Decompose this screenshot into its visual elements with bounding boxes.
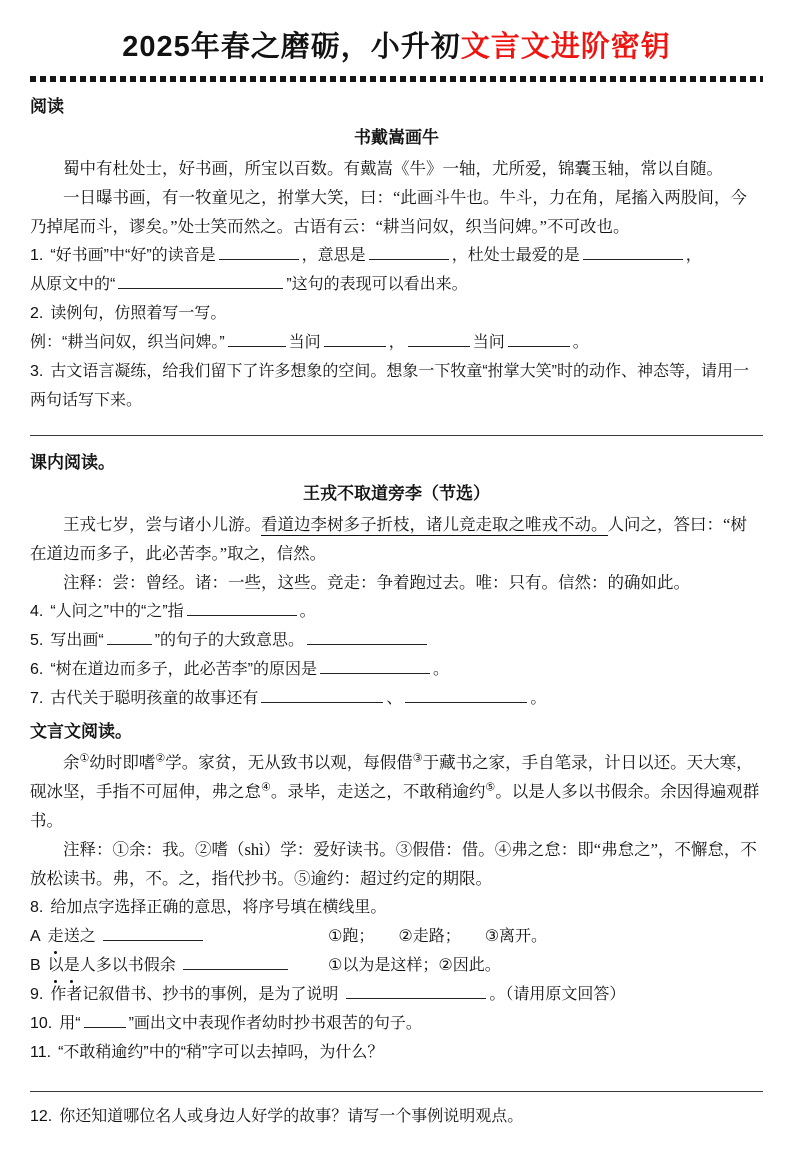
section-in-class-label: 课内阅读。	[30, 453, 115, 472]
example-label: 例：“耕当问奴，织当问婢。”	[30, 334, 225, 351]
question-8b-options: ①以为是这样；②因此。	[328, 957, 501, 974]
question-10-text: 用“	[59, 1015, 81, 1032]
question-6	[30, 655, 763, 684]
example-text: ，	[388, 334, 405, 351]
question-7-number: 7.	[30, 690, 44, 707]
question-11-number: 11.	[30, 1044, 52, 1061]
question-4	[30, 597, 763, 626]
question-10-number: 10.	[30, 1015, 53, 1032]
passage2-title: 王戎不取道旁李（节选）	[303, 484, 490, 503]
question-3-number: 3.	[30, 363, 44, 380]
question-8-text: 给加点字选择正确的意思，将序号填在横线里。	[50, 899, 387, 916]
question-5	[30, 626, 763, 655]
footnote-marker-4: ④	[261, 781, 271, 794]
example-text: 。	[572, 334, 589, 351]
passage3-text: 余	[63, 753, 80, 772]
passage3-text: 。以是人多以书假余。余因得遍观群书。	[30, 782, 760, 830]
question-12-text: 你还知道哪位名人或身边人好学的故事？请写一个事例说明观点。	[59, 1108, 524, 1125]
footnote-marker-3: ③	[412, 752, 423, 765]
question-8a-stem	[30, 922, 328, 951]
question-8	[30, 893, 763, 922]
question-11-text: “不敢稍逾约”中的“稍”字可以去掉吗，为什么？	[58, 1044, 384, 1061]
question-7-text: 。	[530, 690, 547, 707]
question-1-line-2	[30, 270, 763, 299]
passage2-text: 王戎七岁，尝与诸小儿游。	[63, 515, 261, 534]
footnote-marker-5: ⑤	[485, 781, 496, 794]
passage3-paragraph	[30, 748, 763, 835]
question-9-number: 9.	[30, 986, 44, 1003]
question-10	[30, 1009, 763, 1038]
title-prefix: 2025年春之磨砺，小升初	[122, 31, 461, 63]
question-8b-text: 人多以书假余	[79, 957, 176, 974]
passage3-notes: 注释：①余：我。②嗜（shì）学：爱好读书。③假借：借。④弗之怠：即“弗怠之”，不懈怠，不放松读书。弗，不。之，指代抄书。⑤逾约：超过约定的期限。	[30, 840, 757, 888]
passage2-paragraph	[30, 510, 763, 568]
answer-blank	[346, 982, 486, 999]
section-reading	[30, 92, 763, 436]
answer-blank	[405, 686, 527, 703]
emphasized-char: 是	[64, 951, 80, 980]
question-5-text: ”的句子的大致意思。	[154, 632, 305, 649]
passage3-text: 学。家贫，无从致书以观，每假借	[165, 753, 413, 772]
question-10-text: ”画出文中表现作者幼时抄书艰苦的句子。	[128, 1015, 422, 1032]
question-8b-label: B	[30, 957, 41, 974]
passage3-text: 。录毕，走送之，不敢稍逾约	[270, 782, 486, 801]
answer-blank	[320, 657, 430, 674]
question-6-text: 。	[433, 661, 450, 678]
question-1-text: “好书画”中“好”的读音是	[50, 247, 216, 264]
question-2-example	[30, 328, 763, 357]
section-classical-reading	[30, 717, 763, 1131]
question-2-text: 读例句，仿照着写一写。	[50, 305, 227, 322]
question-12-number: 12.	[30, 1108, 53, 1125]
question-8a-options: ①跑； ②走路； ③离开。	[328, 928, 548, 945]
answer-blank	[118, 272, 283, 289]
answer-blank	[307, 628, 427, 645]
question-8a-label: A	[30, 928, 41, 945]
answer-blank	[219, 243, 299, 260]
question-3	[30, 357, 763, 415]
answer-blank	[583, 243, 683, 260]
question-3-text: 古文语言凝练，给我们留下了许多想象的空间。想象一下牧童“拊掌大笑”时的动作、神态等，请用一两句话写下来。	[30, 363, 750, 409]
question-11	[30, 1038, 763, 1067]
emphasized-char: 以	[48, 951, 64, 980]
answer-blank	[107, 628, 152, 645]
answer-blank	[261, 686, 383, 703]
emphasized-char: 走	[48, 922, 64, 951]
passage1-paragraph-2: 一日曝书画，有一牧童见之，拊掌大笑，曰：“此画斗牛也。牛斗，力在角，尾搐入两股间，今乃掉尾而斗，谬矣。”处士笑而然之。古语有云：“耕当问奴，织当问婢。”不可改也。	[30, 188, 747, 236]
question-9	[30, 980, 763, 1009]
section-classical-label: 文言文阅读。	[30, 722, 132, 741]
passage3-text: 幼时即嗜	[89, 753, 156, 772]
answer-blank	[408, 330, 470, 347]
answer-blank	[187, 599, 297, 616]
title-highlight: 文言文进阶密钥	[460, 31, 671, 63]
answer-blank	[324, 330, 386, 347]
section-reading-label: 阅读	[30, 97, 64, 116]
page-title	[30, 28, 763, 66]
question-8-option-b	[30, 951, 763, 980]
question-4-number: 4.	[30, 603, 44, 620]
question-2	[30, 299, 763, 328]
passage2-underlined-sentence: 看道边李树多子折枝，诸儿竞走取之唯戎不动。	[261, 515, 608, 534]
question-1-text: ，杜处士最爱的是	[451, 247, 580, 264]
question-1-number: 1.	[30, 247, 44, 264]
question-1-text: ，意思是	[301, 247, 366, 264]
answer-blank	[84, 1011, 126, 1028]
question-7-text: 、	[386, 690, 403, 707]
question-6-number: 6.	[30, 661, 44, 678]
passage2-notes: 注释：尝：曾经。诸：一些，这些。竞走：争着跑过去。唯：只有。信然：的确如此。	[63, 573, 690, 592]
question-1	[30, 241, 763, 299]
question-4-text: 。	[299, 603, 316, 620]
answer-line	[30, 435, 763, 436]
question-5-text: 写出画“	[50, 632, 104, 649]
question-7	[30, 684, 763, 713]
question-5-number: 5.	[30, 632, 44, 649]
footnote-marker-2: ②	[155, 752, 166, 765]
section-in-class-reading	[30, 448, 763, 713]
question-9-text: 。（请用原文回答）	[489, 986, 626, 1003]
passage3-text: 于藏书之家，手自笔录，计日以还。天大寒，砚冰坚，手指不可屈伸，弗之怠	[30, 753, 753, 801]
dotted-divider	[30, 76, 763, 82]
passage1-paragraph-1: 蜀中有杜处士，好书画，所宝以百数。有戴嵩《牛》一轴，尤所爱，锦囊玉轴，常以自随。	[63, 159, 723, 178]
question-1-text: ，	[685, 247, 702, 264]
question-2-number: 2.	[30, 305, 44, 322]
answer-blank	[228, 330, 286, 347]
example-text: 当问	[288, 334, 321, 351]
question-7-text: 古代关于聪明孩童的故事还有	[50, 690, 259, 707]
question-12	[30, 1102, 763, 1131]
passage2-text: 人问之，答曰：“树在道边而多子，此必苦李。”取之，信然。	[30, 515, 747, 563]
question-8a-text: 送之	[63, 928, 96, 945]
example-text: 当问	[472, 334, 505, 351]
question-4-text: “人问之”中的“之”指	[50, 603, 184, 620]
answer-blank	[369, 243, 449, 260]
question-8b-stem	[30, 951, 328, 980]
question-9-text: 作者记叙借书、抄书的事例，是为了说明	[50, 986, 339, 1003]
passage1-title: 书戴嵩画牛	[354, 128, 439, 147]
question-6-text: “树在道边而多子，此必苦李”的原因是	[50, 661, 318, 678]
answer-blank	[183, 953, 288, 970]
question-1-text: 从原文中的“	[30, 276, 116, 293]
question-8-number: 8.	[30, 899, 44, 916]
question-8-option-a	[30, 922, 763, 951]
answer-line	[30, 1091, 763, 1092]
question-1-text: ”这句的表现可以看出来。	[286, 276, 468, 293]
answer-blank	[103, 924, 203, 941]
footnote-marker-1: ①	[79, 752, 90, 765]
answer-blank	[508, 330, 570, 347]
